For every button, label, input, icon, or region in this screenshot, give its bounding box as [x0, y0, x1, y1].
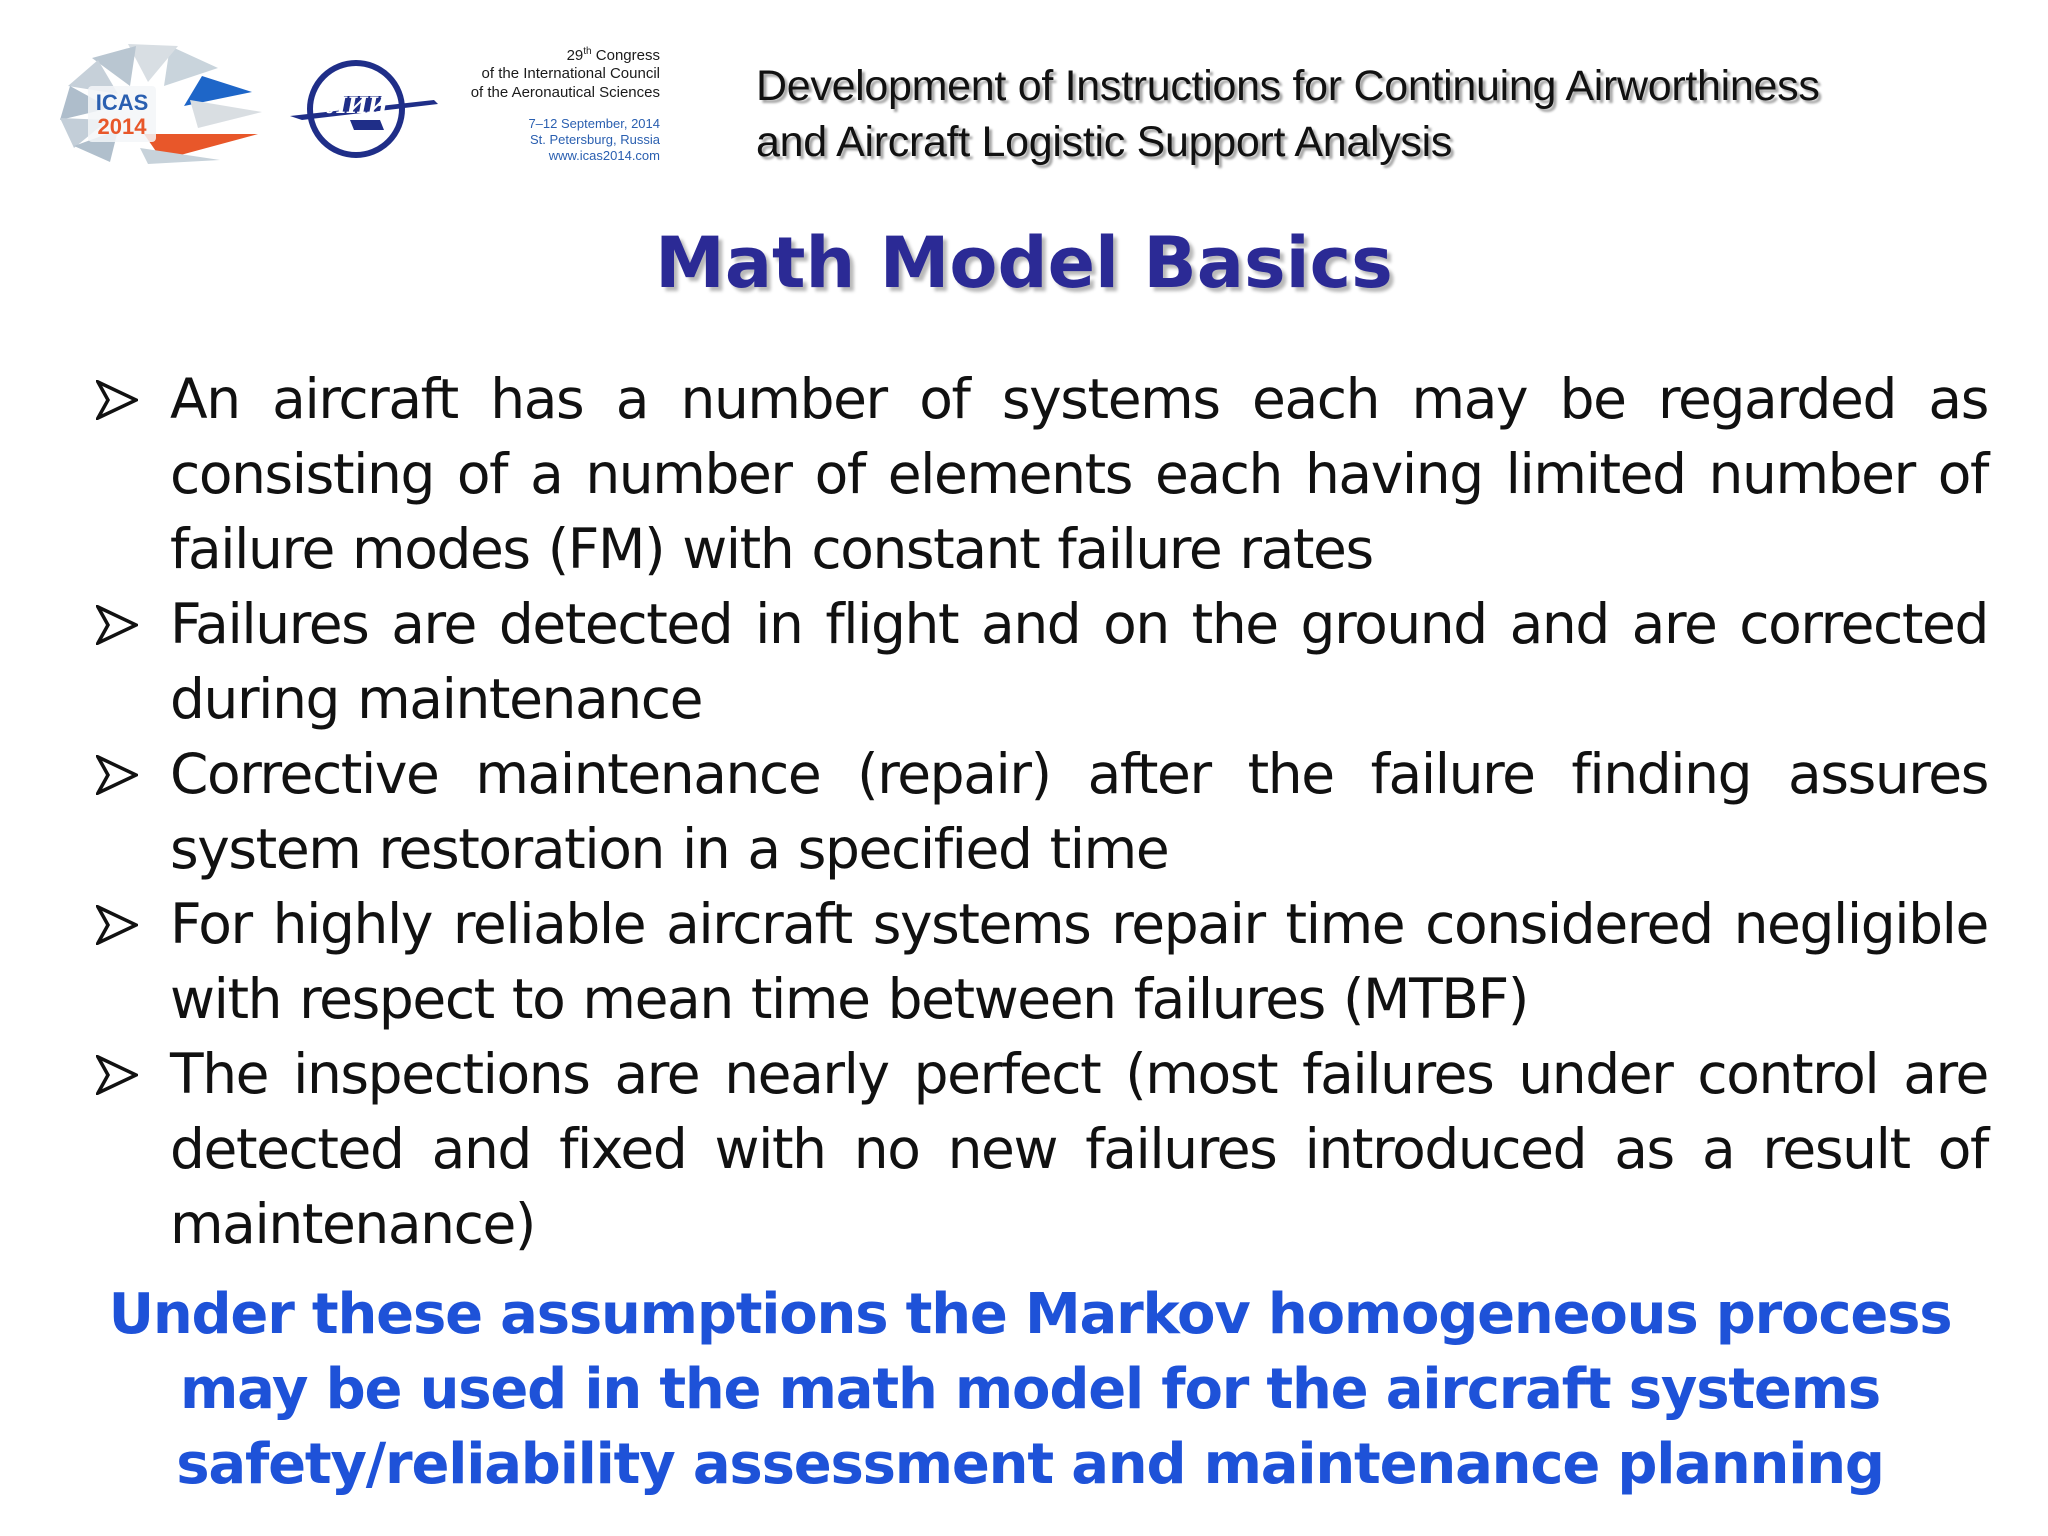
lii-emblem-logo — [284, 56, 444, 162]
bullet-text: Failures are detected in flight and on the ground and are corrected during maintenance — [170, 592, 1988, 731]
congress-dates: 7–12 September, 2014 — [528, 115, 660, 131]
congress-website: www.icas2014.com — [548, 147, 660, 163]
bullet-text: Corrective maintenance (repair) after the failure finding assures system restoration in a specified time — [170, 742, 1988, 881]
bullet-item — [92, 1037, 1988, 1262]
icas-logo-year: 2014 — [97, 114, 147, 139]
conclusion-line-3: safety/reliability assessment and maintenance planning — [176, 1432, 1884, 1497]
bullet-item — [92, 362, 1988, 587]
congress-label: Congress — [591, 47, 660, 64]
conclusion-line-1: Under these assumptions the Markov homogeneous process — [108, 1282, 1952, 1347]
slide-title: Math Model Basics — [655, 222, 1393, 304]
congress-council-line: of the International Council — [481, 65, 660, 83]
header-title — [756, 58, 1996, 170]
bullet-text: For highly reliable aircraft systems repair time considered negligible with respect to mean time between failures (MTBF) — [170, 892, 1988, 1031]
congress-line — [450, 46, 660, 65]
bullet-text: The inspections are nearly perfect (most failures under control are detected and fixed with no new failures introduced as a result of maintenance) — [170, 1042, 1988, 1256]
congress-sciences-line: of the Aeronautical Sciences — [470, 83, 660, 101]
congress-info — [450, 46, 660, 163]
conclusion-statement — [70, 1277, 1990, 1502]
arrowhead-bullet-icon — [96, 755, 138, 795]
bullet-list — [92, 362, 1988, 1262]
icas-logo-text: ICAS — [95, 90, 149, 115]
icas-2014-logo — [52, 38, 274, 168]
conclusion-line-2: may be used in the math model for the aircraft systems — [180, 1357, 1880, 1422]
header-title-line-1: Development of Instructions for Continuing Airworthiness — [756, 62, 1820, 110]
arrowhead-bullet-icon — [96, 380, 138, 420]
congress-location: St. Petersburg, Russia — [529, 131, 660, 147]
congress-ordinal: 29 — [566, 47, 584, 64]
bullet-item — [92, 887, 1988, 1037]
bullet-item — [92, 737, 1988, 887]
lii-logo-text: ЛИИ — [327, 93, 389, 119]
arrowhead-bullet-icon — [96, 605, 138, 645]
arrowhead-bullet-icon — [96, 1055, 138, 1095]
bullet-text: An aircraft has a number of systems each may be regarded as consisting of a number of elements each having limited number of failure modes (FM) with constant failure rates — [170, 367, 1988, 581]
bullet-item — [92, 587, 1988, 737]
header-title-line-2: and Aircraft Logistic Support Analysis — [756, 118, 1453, 166]
congress-ordinal-suffix: th — [583, 46, 592, 57]
arrowhead-bullet-icon — [96, 905, 138, 945]
